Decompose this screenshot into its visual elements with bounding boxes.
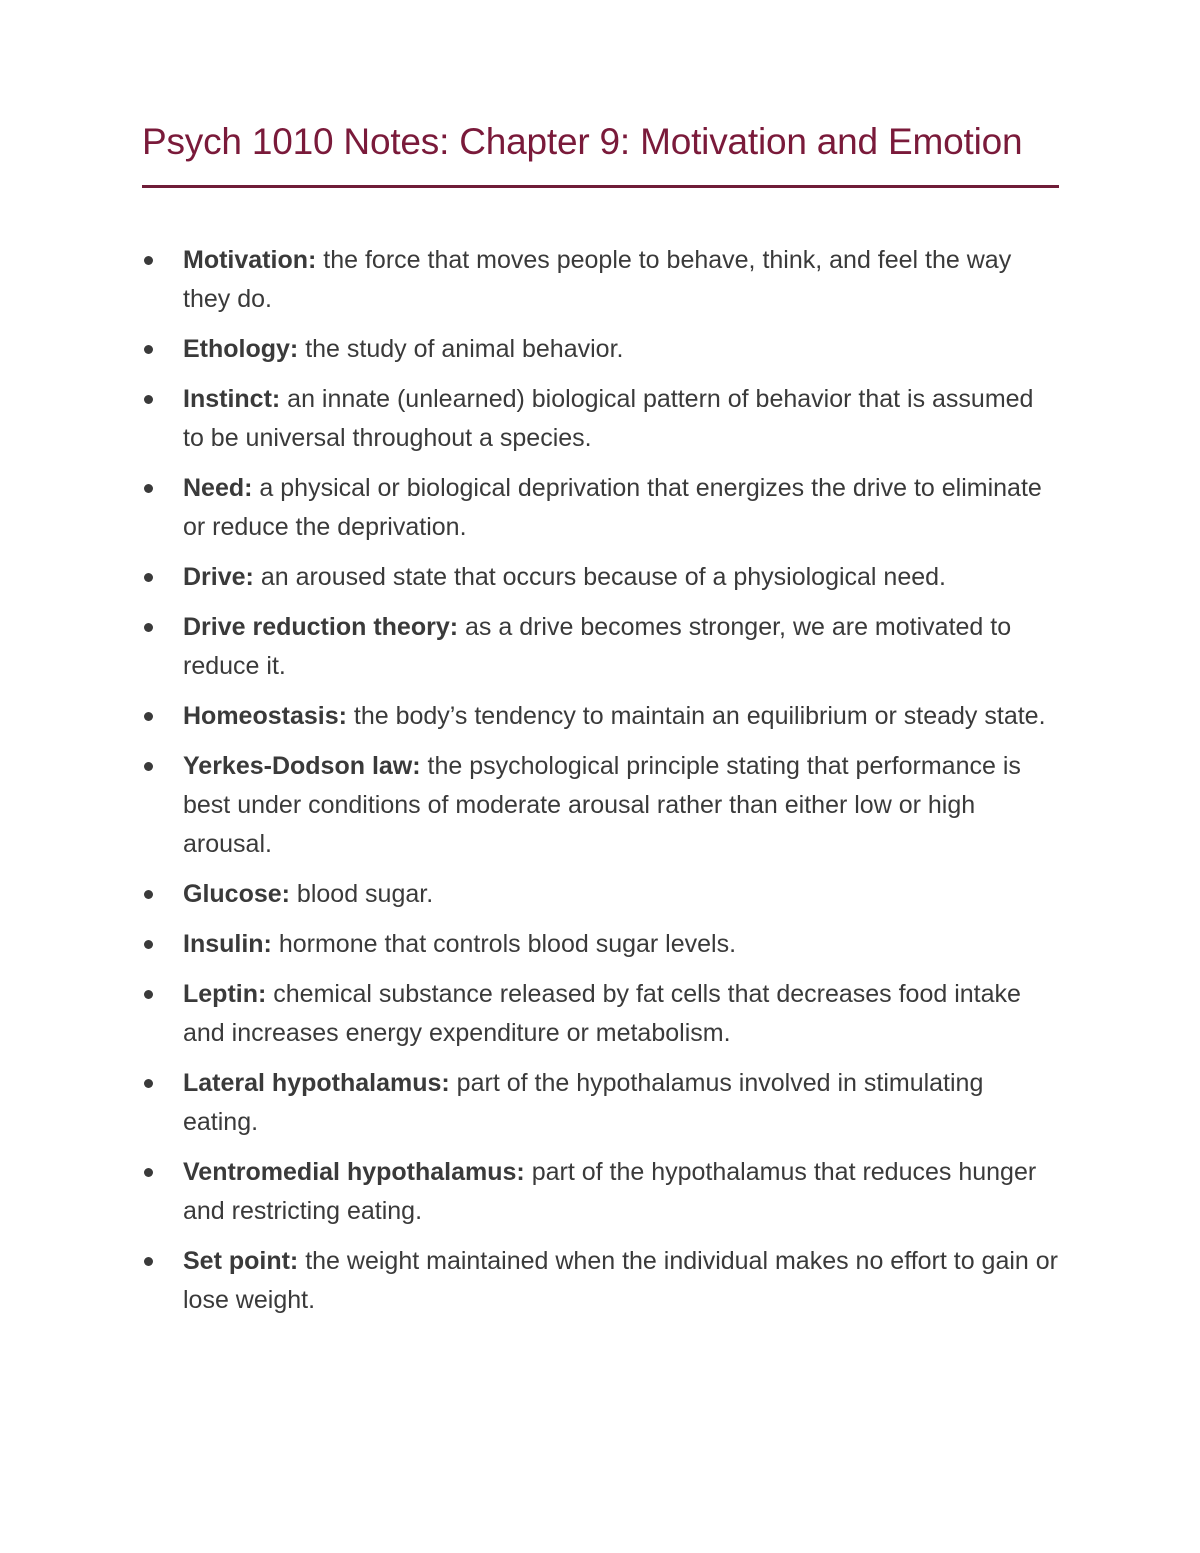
bullet-icon (144, 990, 153, 999)
term-label: Ventromedial hypothalamus: (183, 1158, 525, 1186)
term-label: Instinct: (183, 385, 281, 413)
term-label: Leptin: (183, 980, 267, 1008)
term-label: Drive: (183, 563, 254, 591)
bullet-icon (144, 395, 153, 404)
bullet-icon (144, 256, 153, 265)
list-item (142, 380, 1059, 458)
term-label: Drive reduction theory: (183, 613, 459, 641)
term-label: Ethology: (183, 335, 299, 363)
title-divider (142, 185, 1059, 188)
bullet-icon (144, 345, 153, 354)
list-item (142, 1242, 1059, 1320)
term-definition: the weight maintained when the individual makes no effort to gain or lose weight. (183, 1247, 1058, 1314)
page-title: Psych 1010 Notes: Chapter 9: Motivation and Emotion (142, 121, 1023, 162)
term-label: Lateral hypothalamus: (183, 1069, 450, 1097)
list-item (142, 925, 1059, 964)
term-definition: the body’s tendency to maintain an equilibrium or steady state. (346, 702, 1046, 730)
term-label: Insulin: (183, 930, 272, 958)
term-list (142, 241, 1059, 1331)
term-label: Need: (183, 474, 253, 502)
term-definition: part of the hypothalamus that reduces hunger and restricting eating. (183, 1158, 1037, 1225)
bullet-icon (144, 1257, 153, 1266)
list-item (142, 975, 1059, 1053)
term-definition: part of the hypothalamus involved in stimulating eating. (183, 1069, 984, 1136)
term-definition: an innate (unlearned) biological pattern of behavior that is assumed to be universal throughout a species. (183, 385, 1034, 452)
bullet-icon (144, 573, 153, 582)
term-definition: as a drive becomes stronger, we are motivated to reduce it. (183, 613, 1012, 680)
term-definition: hormone that controls blood sugar levels. (271, 930, 737, 958)
term-label: Yerkes-Dodson law: (183, 752, 421, 780)
term-definition: chemical substance released by fat cells that decreases food intake and increases energy expenditure or metabolism. (183, 980, 1021, 1047)
bullet-icon (144, 623, 153, 632)
bullet-icon (144, 940, 153, 949)
term-definition: an aroused state that occurs because of a physiological need. (253, 563, 946, 591)
list-item (142, 241, 1059, 319)
list-item (142, 1153, 1059, 1231)
term-label: Motivation: (183, 246, 317, 274)
list-item (142, 608, 1059, 686)
bullet-icon (144, 762, 153, 771)
list-item (142, 1064, 1059, 1142)
list-item (142, 747, 1059, 864)
list-item (142, 469, 1059, 547)
list-item (142, 330, 1059, 369)
bullet-icon (144, 890, 153, 899)
term-label: Glucose: (183, 880, 290, 908)
term-definition: the force that moves people to behave, think, and feel the way they do. (183, 246, 1012, 313)
list-item (142, 875, 1059, 914)
term-label: Homeostasis: (183, 702, 347, 730)
bullet-icon (144, 484, 153, 493)
term-definition: a physical or biological deprivation that energizes the drive to eliminate or reduce the deprivation. (183, 474, 1042, 541)
term-definition: the study of animal behavior. (298, 335, 624, 363)
bullet-icon (144, 1079, 153, 1088)
term-definition: blood sugar. (289, 880, 434, 908)
list-item (142, 558, 1059, 597)
list-item (142, 697, 1059, 736)
bullet-icon (144, 1168, 153, 1177)
term-definition: the psychological principle stating that performance is best under conditions of moderate arousal rather than either low or high arousal. (183, 752, 1021, 858)
term-label: Set point: (183, 1247, 299, 1275)
bullet-icon (144, 712, 153, 721)
